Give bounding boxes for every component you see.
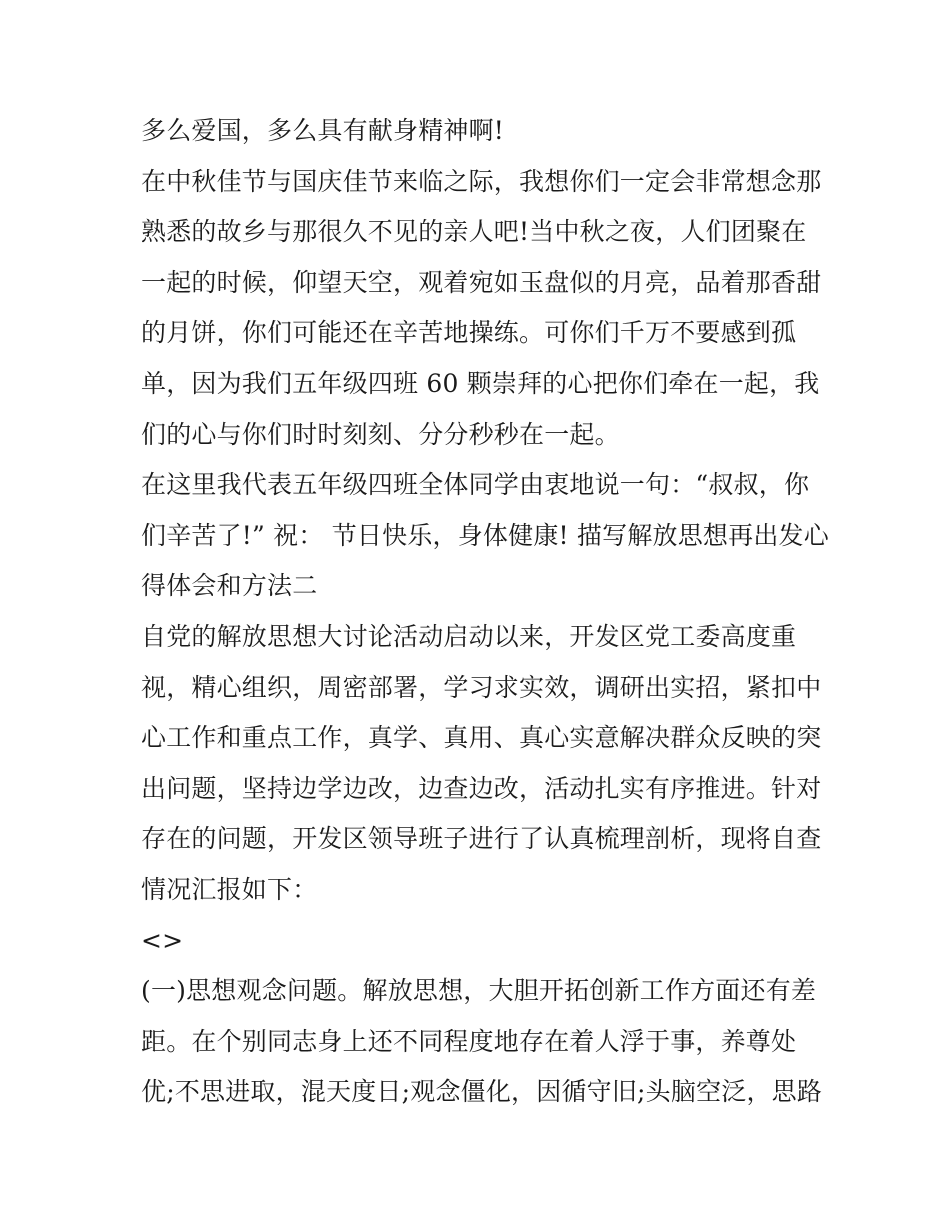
text-line: 在这里我代表五年级四班全体同学由衷地说一句：“叔叔，你: [141, 470, 810, 500]
text-line: 的月饼，你们可能还在辛苦地操练。可你们千万不要感到孤: [141, 318, 797, 348]
text-line: 存在的问题，开发区领导班子进行了认真梳理剖析，现将自查: [141, 824, 822, 854]
text-line: 单，因为我们五年级四班 60 颗崇拜的心把你们牵在一起，我: [141, 368, 820, 398]
text-line: 情况汇报如下：: [141, 874, 318, 904]
text-line: 一起的时候，仰望天空，观着宛如玉盘似的月亮，品着那香甜: [141, 267, 822, 297]
text-line: 视，精心组织，周密部署，学习求实效，调研出实招，紧扣中: [141, 672, 822, 702]
text-line: 优;不思进取，混天度日;观念僵化，因循守旧;头脑空泛，思路: [141, 1077, 823, 1107]
text-line: <>: [141, 925, 184, 955]
text-line: 心工作和重点工作，真学、真用、真心实意解决群众反映的突: [141, 723, 822, 753]
text-line: (一)思想观念问题。解放思想，大胆开拓创新工作方面还有差: [141, 976, 817, 1006]
text-line: 熟悉的故乡与那很久不见的亲人吧!当中秋之夜，人们团聚在: [141, 217, 807, 247]
text-line: 自党的解放思想大讨论活动启动以来，开发区党工委高度重: [141, 621, 797, 651]
text-line: 们的心与你们时时刻刻、分分秒秒在一起。: [141, 419, 620, 449]
text-line: 多么爱国，多么具有献身精神啊!: [141, 116, 505, 145]
text-line: 出问题，坚持边学边改，边查边改，活动扎实有序推进。针对: [141, 773, 822, 803]
text-line: 在中秋佳节与国庆佳节来临之际，我想你们一定会非常想念那: [141, 166, 822, 196]
text-line: 们辛苦了!” 祝： 节日快乐，身体健康! 描写解放思想再出发心: [141, 520, 829, 550]
text-line: 得体会和方法二: [141, 571, 318, 601]
text-line: 距。在个别同志身上还不同程度地存在着人浮于事，养尊处: [141, 1026, 797, 1056]
document-body: [141, 106, 829, 1118]
